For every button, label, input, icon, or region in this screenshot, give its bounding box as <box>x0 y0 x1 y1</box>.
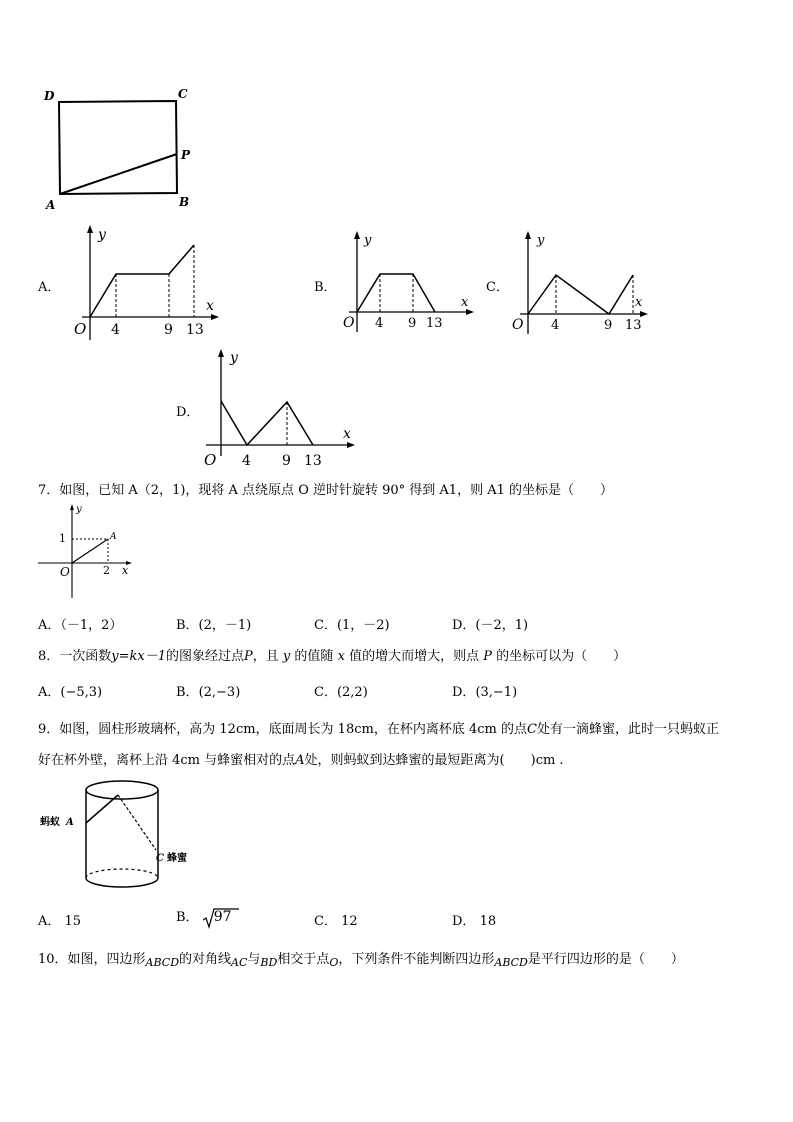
q9-option-a: A． 15 <box>38 914 82 929</box>
q9-option-d: D． 18 <box>452 914 497 929</box>
q10-text: 10．如图，四边形$_{ABCD}$的对角线$_{AC}$与$_{BD}$相交于点$_O$，下列条件不能判断四边形$_{ABCD}$是平行四边形的是（ ） <box>38 952 684 969</box>
svg-text:蜂蜜: 蜂蜜 <box>167 853 187 864</box>
q8-option-a: A．(−5,3) <box>38 685 103 700</box>
radical-sign <box>203 908 239 929</box>
svg-text:x: x <box>206 298 214 314</box>
svg-text:x: x <box>122 564 129 577</box>
svg-text:x: x <box>461 295 469 310</box>
q6-option-a-letter: A． <box>38 280 61 295</box>
svg-text:2: 2 <box>103 564 110 577</box>
curve <box>357 274 435 312</box>
square-outline <box>59 101 177 194</box>
q9-line-1: 9．如图，圆柱形玻璃杯，高为 12cm，底面周长为 18cm，在杯内离杯底 4cm 的点C处有一滴蜂蜜，此时一只蚂蚁正 <box>38 722 719 737</box>
svg-text:9: 9 <box>408 316 417 331</box>
label-c: C <box>178 87 188 101</box>
svg-text:O: O <box>60 565 70 579</box>
q7-figure <box>36 500 134 600</box>
q9-cylinder-figure <box>36 775 206 895</box>
q6-option-d-graph <box>200 346 360 470</box>
q8-option-b: B．(2,−3) <box>176 685 241 700</box>
svg-text:y: y <box>76 504 82 515</box>
svg-text:4: 4 <box>551 318 560 333</box>
svg-text:A: A <box>110 532 117 542</box>
svg-text:1: 1 <box>59 532 66 545</box>
svg-text:C: C <box>156 853 164 864</box>
q7-option-c: C．(1，－2) <box>314 618 390 633</box>
svg-text:9: 9 <box>164 322 173 338</box>
curve <box>221 401 313 445</box>
q9-line-2: 好在杯外壁，离杯上沿 4cm 与蜂蜜相对的点A处，则蚂蚁到达蜂蜜的最短距离为( )cm . <box>38 753 564 768</box>
label-p: P <box>181 148 191 162</box>
svg-text:9: 9 <box>604 318 613 333</box>
svg-text:A: A <box>66 817 74 828</box>
label-a: A <box>46 198 56 212</box>
q8-option-c: C．(2,2) <box>314 685 368 700</box>
q6-option-b-graph <box>337 228 477 334</box>
svg-text:y: y <box>364 233 372 248</box>
segment-ap <box>60 154 177 194</box>
q8-text: 8．一次函数y=kx－1的图象经过点P，且 y 的值随 x 值的增大而增大，则点 P 的坐标可以为（ ） <box>38 649 627 664</box>
svg-text:13: 13 <box>186 322 204 338</box>
svg-text:O: O <box>343 315 355 331</box>
q7-text: 7．如图，已知 A（2，1)，现将 A 点绕原点 O 逆时针旋转 90° 得到 A1，则 A1 的坐标是（ ） <box>38 483 614 498</box>
q7-option-a: A．（－1，2） <box>38 618 123 633</box>
sqrt-97: 97 <box>203 909 232 925</box>
svg-text:y: y <box>230 350 238 366</box>
svg-text:13: 13 <box>625 318 642 333</box>
svg-text:9: 9 <box>282 453 291 469</box>
svg-text:13: 13 <box>426 316 443 331</box>
svg-text:4: 4 <box>375 316 384 331</box>
q7-option-d: D．(－2，1) <box>452 618 529 633</box>
svg-text:x: x <box>635 295 643 310</box>
svg-text:y: y <box>98 227 106 243</box>
svg-text:13: 13 <box>304 453 322 469</box>
label-b: B <box>179 195 190 209</box>
svg-text:O: O <box>512 317 524 333</box>
q6-option-b-letter: B． <box>314 280 337 295</box>
svg-text:O: O <box>204 451 217 469</box>
svg-text:4: 4 <box>111 322 120 338</box>
square-abcd-figure <box>38 82 208 212</box>
q6-option-a-graph <box>60 222 220 344</box>
curve <box>90 245 194 317</box>
svg-text:y: y <box>537 233 545 248</box>
q9-option-c: C． 12 <box>314 914 358 929</box>
svg-text:O: O <box>74 320 87 338</box>
q6-option-c-graph <box>510 228 650 336</box>
q6-option-d-letter: D． <box>176 405 200 420</box>
label-d: D <box>44 89 55 103</box>
q9-option-b: B． 97 <box>176 906 232 925</box>
q6-option-c-letter: C． <box>486 280 509 295</box>
svg-text:x: x <box>343 426 351 442</box>
svg-text:4: 4 <box>242 453 251 469</box>
q7-option-b: B．(2，－1) <box>176 618 252 633</box>
curve <box>528 275 633 314</box>
svg-text:蚂蚁: 蚂蚁 <box>40 817 60 828</box>
q8-option-d: D．(3,−1) <box>452 685 518 700</box>
